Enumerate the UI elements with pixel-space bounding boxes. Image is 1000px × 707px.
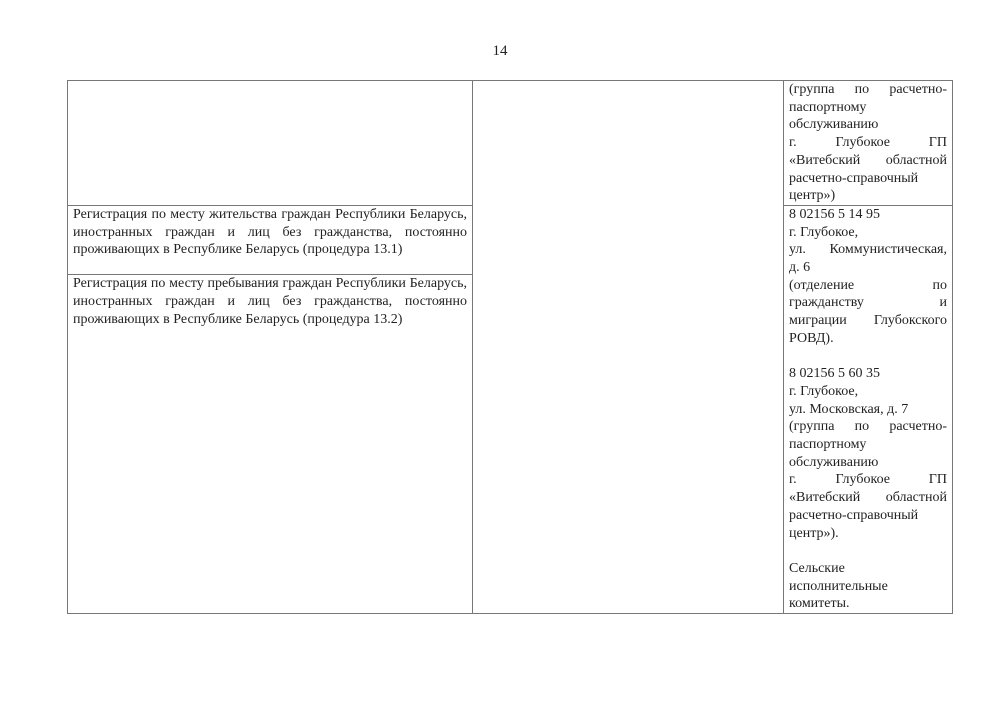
text-line: 8 02156 5 14 95 xyxy=(789,206,880,222)
text-line: РОВД). xyxy=(789,330,834,346)
text-line: (группа по расчетно- xyxy=(789,419,947,435)
text-line: «Витебский областной xyxy=(789,152,947,168)
text-line: исполнительные xyxy=(789,578,888,594)
text-line: г. Глубокое, xyxy=(789,383,859,399)
cell-contacts xyxy=(784,205,953,613)
page-number: 14 xyxy=(492,43,508,59)
text-line: ул. Коммунистическая, xyxy=(789,242,947,258)
text-line: паспортному xyxy=(789,437,867,453)
text-line: г. Глубокое ГП xyxy=(789,472,947,488)
cell-contact-continuation xyxy=(784,81,953,206)
text-line: г. Глубокое, xyxy=(789,224,859,240)
text-line: расчетно-справочный xyxy=(789,507,919,523)
text-line: паспортному xyxy=(789,99,867,115)
contact-block xyxy=(789,365,947,542)
procedure-text: Регистрация по месту жительства граждан Республики Беларусь, иностранных граждан и лиц без гражданства, постоянно проживающих в Республике Беларусь (процедура 13.1) xyxy=(73,206,467,258)
text-line: обслуживанию xyxy=(789,454,879,470)
text-line: обслуживанию xyxy=(789,117,879,133)
text-line: комитеты. xyxy=(789,596,850,612)
text-line: миграции Глубокского xyxy=(789,313,947,329)
text-line: ул. Московская, д. 7 xyxy=(789,401,909,417)
contact-block xyxy=(789,81,947,205)
cell-merged-middle xyxy=(473,81,784,614)
cell-procedure-13-2 xyxy=(68,275,473,614)
text-line: 8 02156 5 60 35 xyxy=(789,366,880,382)
text-line: гражданству и xyxy=(789,295,947,311)
text-line: (группа по расчетно- xyxy=(789,82,947,97)
text-line: (отделение по xyxy=(789,277,947,293)
contact-block xyxy=(789,560,947,613)
contact-block xyxy=(789,206,947,348)
document-table xyxy=(67,80,953,614)
text-line: г. Глубокое ГП xyxy=(789,135,947,151)
text-line: расчетно-справочный xyxy=(789,170,919,186)
text-line: д. 6 xyxy=(789,260,811,276)
text-line: центр») xyxy=(789,188,836,204)
text-line: Сельские xyxy=(789,560,845,576)
procedure-text: Регистрация по месту пребывания граждан Республики Беларусь, иностранных граждан и лиц без гражданства, постоянно проживающих в Республике Беларусь (процедура 13.2) xyxy=(73,276,467,327)
text-line: центр»). xyxy=(789,525,839,541)
table-row xyxy=(68,81,953,206)
cell-empty xyxy=(68,81,473,206)
text-line: «Витебский областной xyxy=(789,490,947,506)
cell-procedure-13-1 xyxy=(68,205,473,275)
